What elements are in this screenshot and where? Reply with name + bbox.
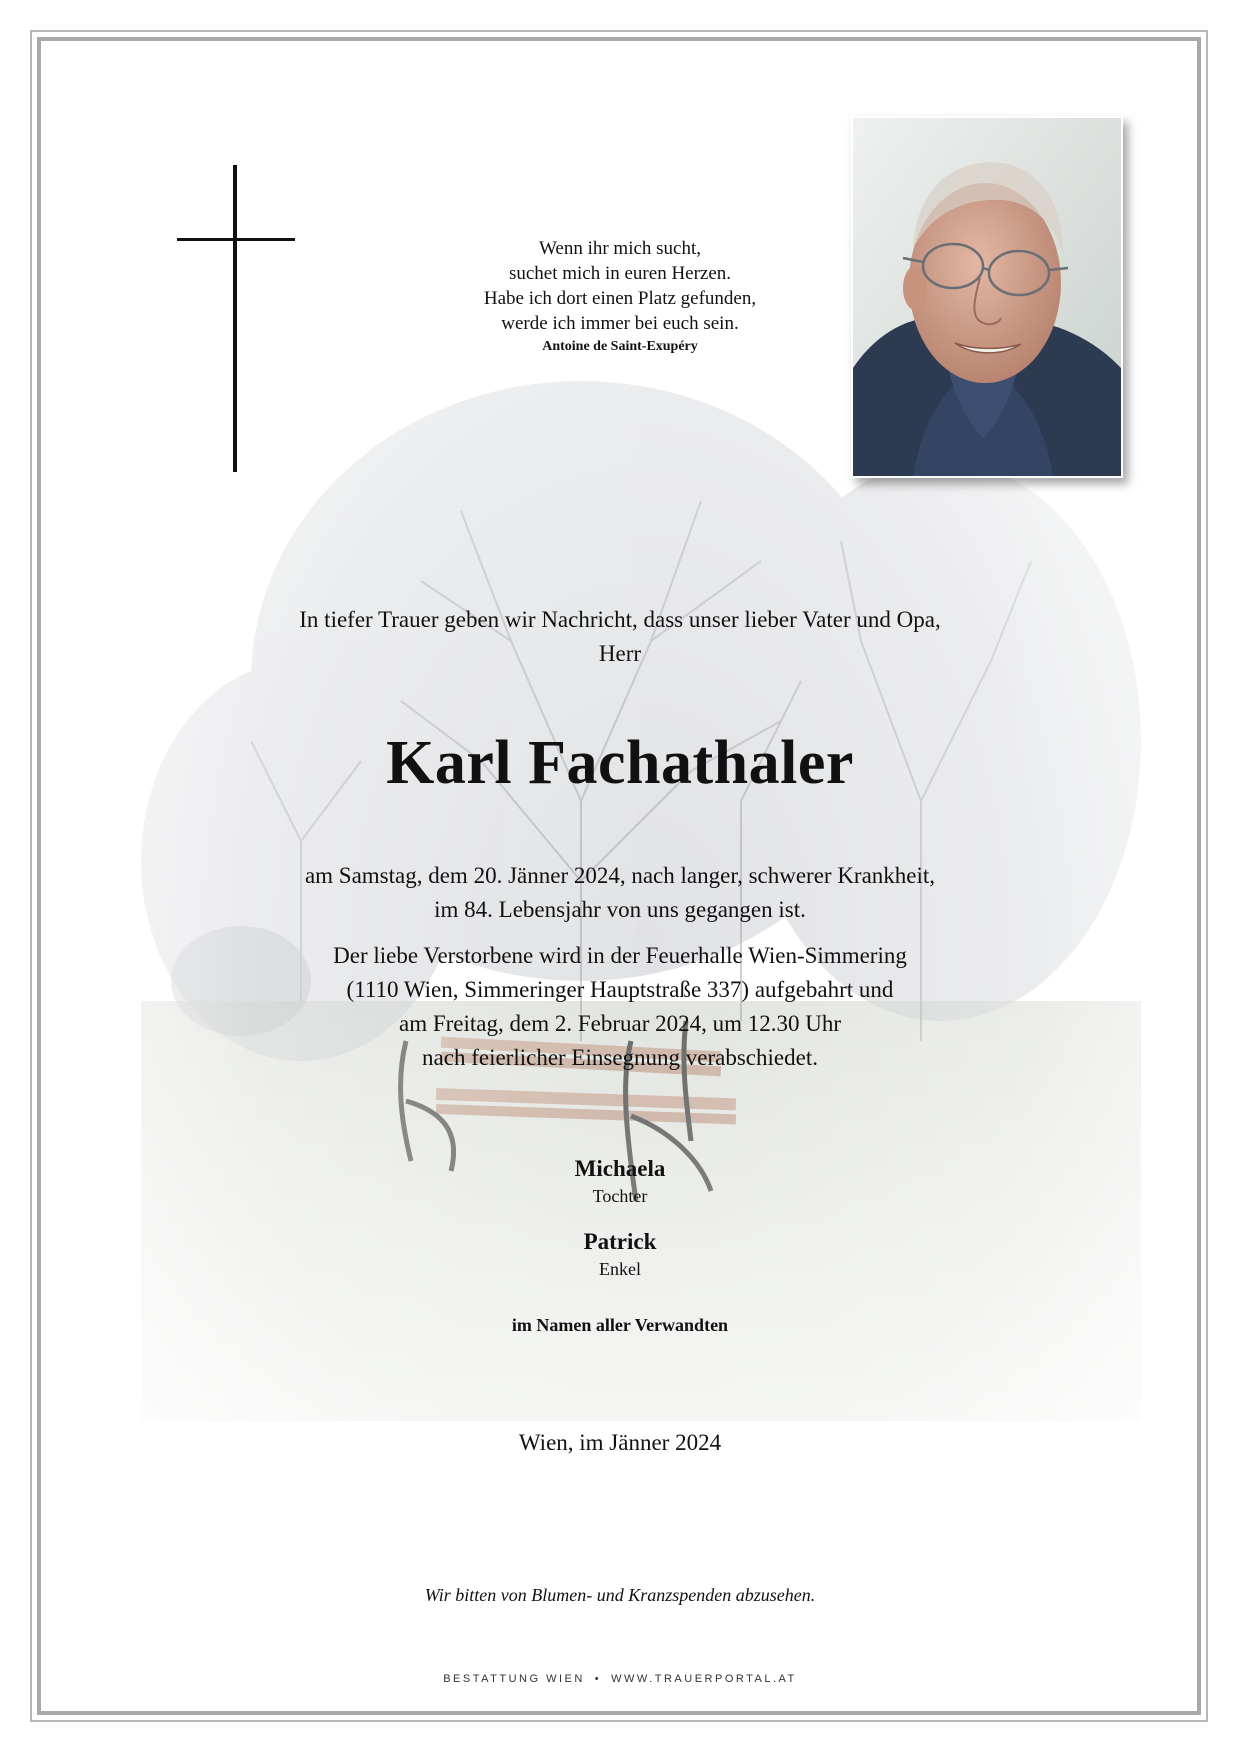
quote-line: suchet mich in euren Herzen. xyxy=(508,263,732,284)
survivor-relation: Tochter xyxy=(592,1186,648,1206)
deceased-name: Karl Fachathaler xyxy=(386,729,854,797)
relatives-note: im Namen aller Verwandten xyxy=(511,1315,729,1335)
survivor-name: Michaela xyxy=(574,1156,666,1181)
funeral-line: am Freitag, dem 2. Februar 2024, um 12.30 Uhr xyxy=(398,1011,842,1036)
separator-dot: • xyxy=(594,1673,602,1685)
footer-website[interactable]: WWW.TRAUERPORTAL.AT xyxy=(611,1673,797,1685)
quote-line: Wenn ihr mich sucht, xyxy=(538,238,702,259)
survivor-name: Patrick xyxy=(583,1229,657,1254)
quote-author: Antoine de Saint-Exupéry xyxy=(542,339,698,354)
deceased-portrait xyxy=(851,116,1123,478)
announcement-details xyxy=(140,859,1100,1075)
intro-title: Herr xyxy=(598,641,642,666)
survivor-entry xyxy=(440,1154,800,1208)
place-date: Wien, im Jänner 2024 xyxy=(518,1430,722,1455)
survivor-entry xyxy=(440,1227,800,1281)
cross-vertical-bar xyxy=(233,165,237,472)
survivor-relation: Enkel xyxy=(599,1259,641,1279)
funeral-line: nach feierlicher Einsegnung verabschiedet. xyxy=(422,1045,818,1070)
passing-line: am Samstag, dem 20. Jänner 2024, nach langer, schwerer Krankheit, xyxy=(304,863,936,888)
funeral-line: Der liebe Verstorbene wird in der Feuerhalle Wien-Simmering xyxy=(333,943,907,968)
memorial-quote xyxy=(372,236,868,358)
intro-line: In tiefer Trauer geben wir Nachricht, dass unser lieber Vater und Opa, xyxy=(299,607,941,632)
flowers-note: Wir bitten von Blumen- und Kranzspenden abzusehen. xyxy=(424,1585,816,1605)
footer-company: BESTATTUNG WIEN xyxy=(443,1673,585,1685)
passing-line: im 84. Lebensjahr von uns gegangen ist. xyxy=(434,897,806,922)
quote-line: Habe ich dort einen Platz gefunden, xyxy=(483,288,757,309)
funeral-line: (1110 Wien, Simmeringer Hauptstraße 337) aufgebahrt und xyxy=(346,977,894,1002)
footer-credit xyxy=(300,1673,940,1685)
quote-line: werde ich immer bei euch sein. xyxy=(501,313,739,334)
cross-horizontal-bar xyxy=(177,238,295,241)
announcement-intro xyxy=(140,603,1100,671)
